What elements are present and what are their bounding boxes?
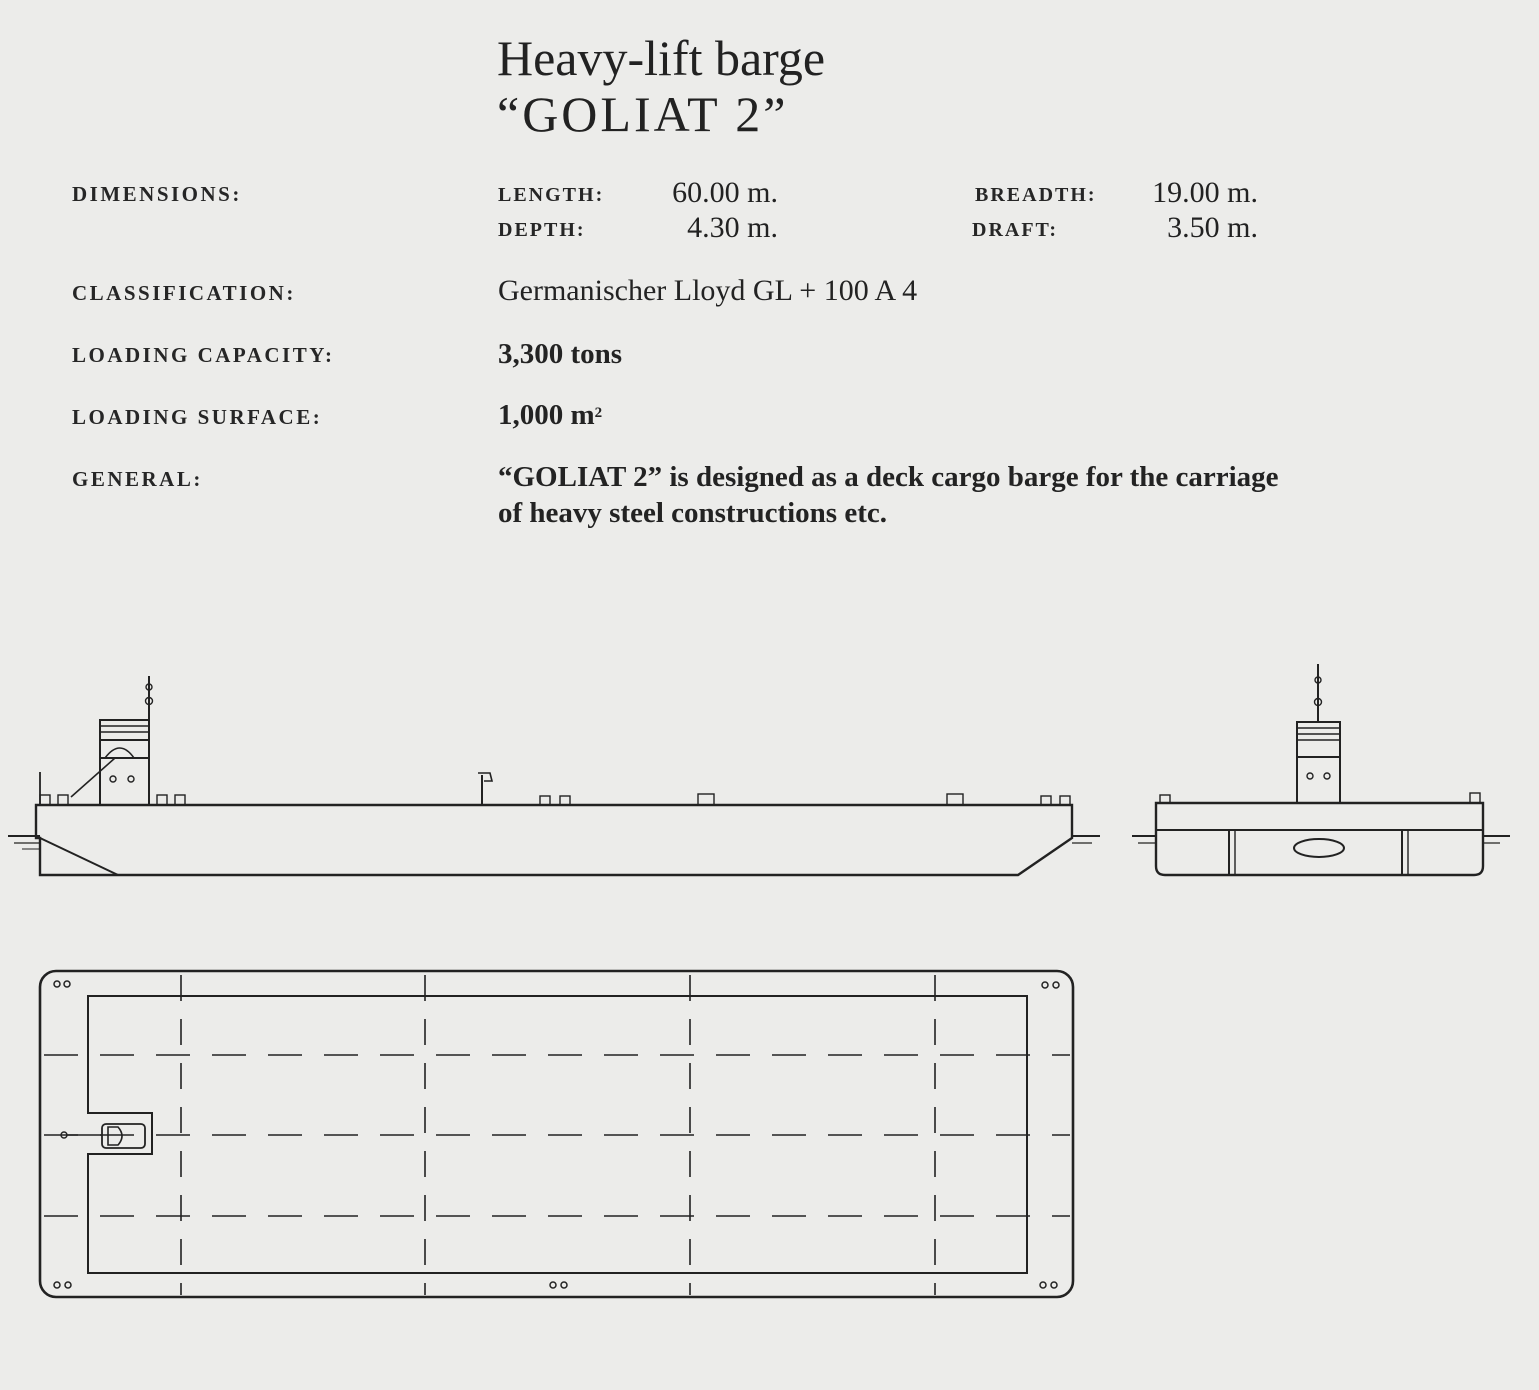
loading-surface-label: LOADING SURFACE: — [72, 405, 323, 429]
general-line-1: “GOLIAT 2” is designed as a deck cargo barge for the carriage — [498, 461, 1279, 493]
depth-value: 4.30 m. — [687, 211, 778, 244]
end-elevation-drawing — [1132, 664, 1510, 875]
classification-value: Germanischer Lloyd GL + 100 A 4 — [498, 274, 918, 307]
draft-label: DRAFT: — [972, 219, 1059, 241]
loading-surface-amount: 1,000 m — [498, 399, 595, 431]
side-elevation-drawing — [8, 676, 1100, 875]
title-line-1: Heavy-lift barge — [497, 30, 826, 86]
general-line-2: of heavy steel constructions etc. — [498, 497, 887, 529]
deck-plan-drawing — [40, 971, 1073, 1297]
draft-value: 3.50 m. — [1167, 211, 1258, 244]
classification-label: CLASSIFICATION: — [72, 281, 296, 305]
title-line-2: “GOLIAT 2” — [497, 86, 789, 142]
loading-surface-exponent: 2 — [594, 405, 603, 421]
length-label: LENGTH: — [498, 184, 605, 206]
loading-capacity-value: 3,300 tons — [498, 338, 623, 370]
dimensions-label: DIMENSIONS: — [72, 182, 242, 206]
depth-label: DEPTH: — [498, 219, 586, 241]
breadth-label: BREADTH: — [975, 184, 1097, 206]
general-label: GENERAL: — [72, 467, 203, 491]
length-value: 60.00 m. — [672, 176, 778, 209]
breadth-value: 19.00 m. — [1152, 176, 1258, 209]
loading-capacity-label: LOADING CAPACITY: — [72, 343, 335, 367]
